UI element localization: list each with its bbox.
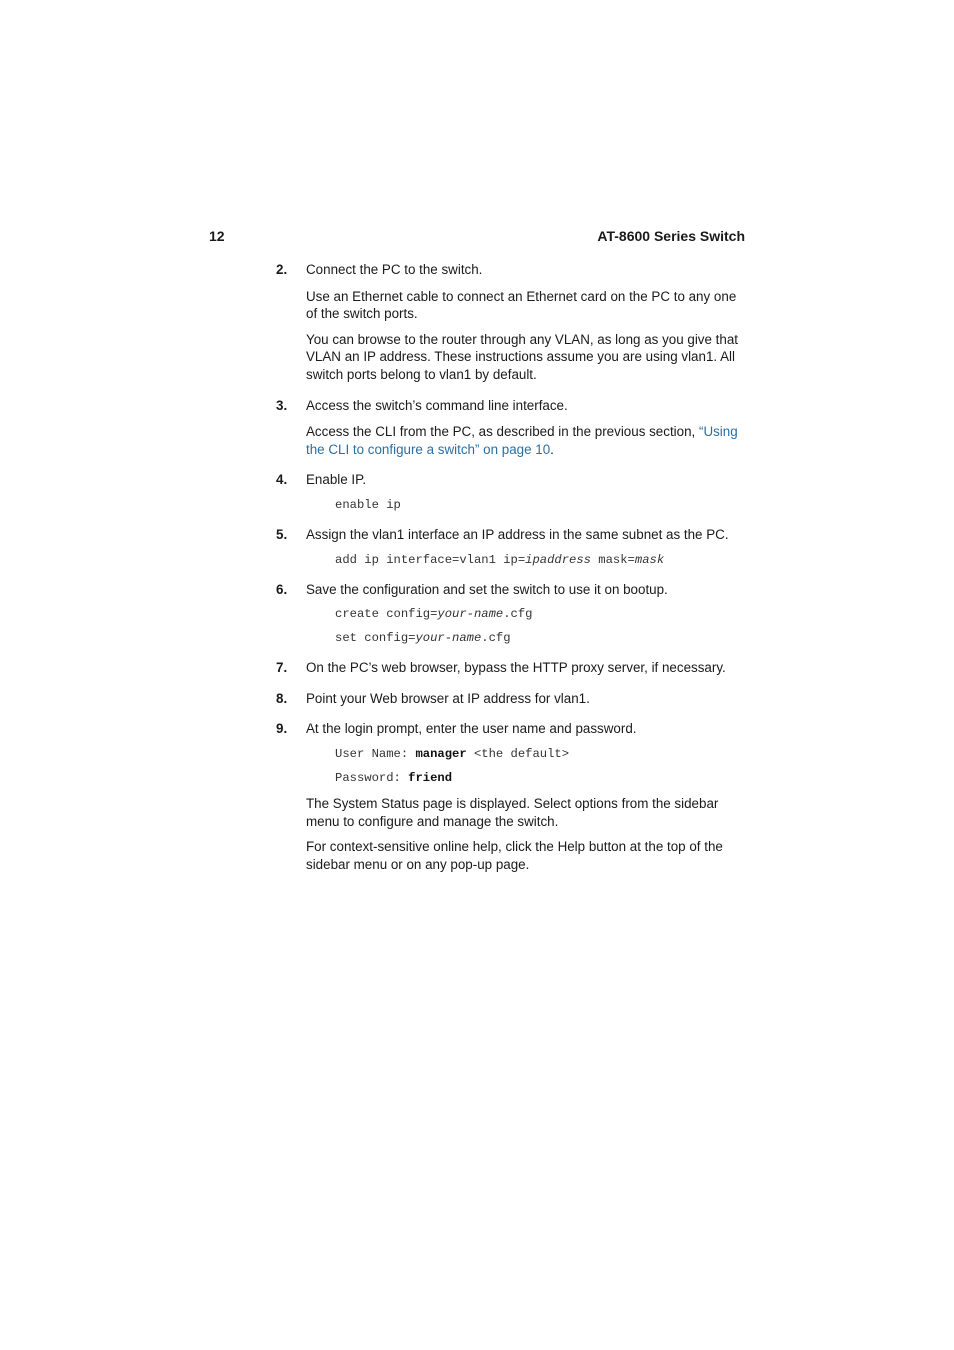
paragraph-text: . — [550, 441, 554, 457]
step-4 — [276, 471, 746, 513]
command-variable: ipaddress — [525, 552, 591, 567]
command-text: set config= — [335, 631, 416, 646]
command-text: Password: — [335, 770, 409, 785]
command-text: mask= — [590, 552, 635, 567]
command-variable: your-name — [437, 607, 504, 622]
step-7 — [276, 659, 746, 677]
step-2 — [276, 261, 746, 384]
step-6 — [276, 581, 746, 647]
step-instruction: Enable IP. — [306, 472, 367, 488]
step-8 — [276, 690, 746, 708]
command-text: <the default> — [466, 746, 570, 761]
cross-reference-link[interactable]: “Using the CLI to configure a switch” on page 10 — [306, 424, 738, 457]
step-instruction: At the login prompt, enter the user name and password. — [306, 721, 637, 737]
step-paragraph: Use an Ethernet cable to connect an Ethernet card on the PC to any one of the switch ports. — [306, 288, 737, 322]
command-line — [306, 552, 746, 568]
command-text: User Name: — [335, 746, 416, 761]
step-number: 3. — [276, 397, 288, 413]
step-paragraph: The System Status page is displayed. Select options from the sidebar menu to configure and manage the switch. — [306, 795, 719, 829]
step-number: 7. — [276, 660, 288, 676]
step-instruction: On the PC’s web browser, bypass the HTTP proxy server, if necessary. — [306, 660, 726, 676]
step-number: 2. — [276, 262, 288, 277]
command-line — [306, 606, 746, 622]
command-text: add ip interface=vlan1 ip= — [335, 552, 526, 567]
instructions — [276, 261, 746, 886]
step-paragraph: For context-sensitive online help, click the Help button at the top of the sidebar menu or on any pop-up page. — [306, 839, 723, 872]
step-number: 8. — [276, 690, 288, 706]
step-number: 5. — [276, 526, 288, 542]
command-text: .cfg — [503, 607, 533, 622]
password-value: friend — [408, 770, 453, 785]
step-3 — [276, 397, 746, 459]
paragraph-text: Access the CLI from the PC, as described in the previous section, — [306, 424, 699, 440]
step-number: 6. — [276, 581, 288, 597]
step-instruction: Point your Web browser at IP address for vlan1. — [306, 690, 590, 706]
username-value: manager — [415, 746, 467, 761]
command-line — [306, 630, 746, 646]
step-instruction: Connect the PC to the switch. — [306, 262, 483, 277]
step-paragraph — [306, 423, 746, 458]
command-variable: mask — [634, 552, 665, 567]
step-instruction: Access the switch’s command line interface. — [306, 397, 568, 413]
step-5 — [276, 526, 746, 568]
command-text: .cfg — [481, 631, 511, 646]
step-instruction: Save the configuration and set the switch to use it on bootup. — [306, 581, 668, 597]
login-username-line — [306, 746, 746, 762]
step-number: 4. — [276, 472, 288, 488]
step-paragraph: You can browse to the router through any VLAN, as long as you give that VLAN an IP address. These instructions assume you are using vlan1. All switch ports belong to vlan1 by default. — [306, 331, 738, 382]
command-variable: your-name — [415, 631, 482, 646]
login-password-line — [306, 770, 746, 786]
step-number: 9. — [276, 721, 288, 737]
command-text: create config= — [335, 607, 438, 622]
page-number: 12 — [209, 228, 225, 244]
step-9 — [276, 720, 746, 873]
step-instruction: Assign the vlan1 interface an IP address in the same subnet as the PC. — [306, 526, 729, 542]
command-line: enable ip — [335, 497, 401, 512]
running-title: AT-8600 Series Switch — [597, 228, 745, 244]
